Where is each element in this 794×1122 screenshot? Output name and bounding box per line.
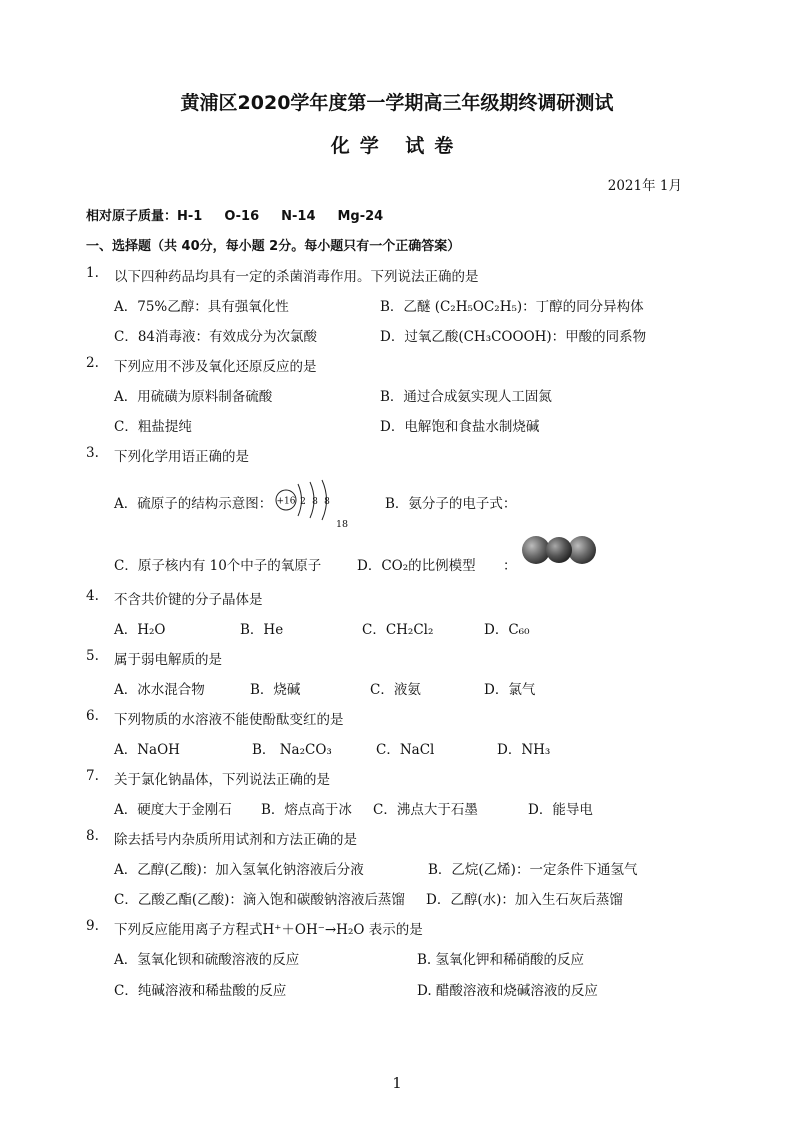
option-c: C．原子核内有 10个中子的氧原子 [114, 558, 322, 574]
question-stem: 下列反应能用离子方程式H⁺＋OH⁻→H₂O 表示的是 [114, 922, 423, 938]
question-number: 5. [86, 648, 99, 664]
option-b: B．熔点高于冰 [261, 802, 352, 818]
option-d: D. 醋酸溶液和烧碱溶液的反应 [417, 983, 598, 999]
option-d: D．NH₃ [497, 742, 551, 758]
section-heading: 一、选择题（共 40分，每小题 2分。每小题只有一个正确答案） [86, 239, 461, 254]
option-d: D．过氧乙酸(CH₃COOOH)：甲酸的同系物 [380, 329, 647, 345]
option-b: B．通过合成氨实现人工固氮 [380, 389, 552, 405]
question-number: 4. [86, 588, 99, 604]
option-c: C．CH₂Cl₂ [362, 622, 434, 638]
option-c: C．84消毒液：有效成分为次氯酸 [114, 329, 318, 345]
mass-h: H-1 [177, 209, 203, 224]
option-b: B．氨分子的电子式： [385, 496, 517, 512]
question-stem: 属于弱电解质的是 [114, 652, 222, 668]
atomic-masses [86, 205, 405, 224]
question-number: 1. [86, 265, 99, 281]
option-a: A．冰水混合物 [114, 682, 205, 698]
option-a: A．硬度大于金刚石 [114, 802, 232, 818]
mass-o: O-16 [224, 209, 260, 224]
page-number: 1 [392, 1074, 402, 1092]
option-a: A．硫原子的结构示意图： [114, 496, 273, 512]
option-d: D．氯气 [484, 682, 536, 698]
mass-n: N-14 [281, 209, 316, 224]
nucleus-charge: +16 [276, 496, 296, 507]
question-number: 3. [86, 445, 99, 461]
page-title: 黄浦区2020学年度第一学期高三年级期终调研测试 [180, 92, 614, 114]
option-d: D．能导电 [528, 802, 593, 818]
option-a: A．75%乙醇：具有强氧化性 [114, 299, 289, 315]
shell-3-count: 8 [324, 497, 330, 507]
question-number: 9. [86, 918, 99, 934]
oxygen-mass-number: 18 [336, 519, 349, 530]
atomic-masses-label: 相对原子质量： [86, 209, 178, 224]
shell-2-count: 8 [312, 497, 318, 507]
question-stem: 除去括号内杂质所用试剂和方法正确的是 [114, 832, 357, 848]
option-c: C．纯碱溶液和稀盐酸的反应 [114, 983, 287, 999]
question-stem: 关于氯化钠晶体，下列说法正确的是 [114, 772, 330, 788]
option-d: D．CO₂的比例模型 [357, 558, 476, 574]
option-d: D．乙醇(水)：加入生石灰后蒸馏 [426, 892, 623, 908]
question-stem: 不含共价键的分子晶体是 [114, 592, 263, 608]
option-b: B．乙烷(乙烯)：一定条件下通氢气 [428, 862, 638, 878]
option-b: B. 氢氧化钾和稀硝酸的反应 [417, 952, 585, 968]
page-subtitle: 化学 试卷 [330, 135, 464, 157]
option-c: C．液氨 [370, 682, 421, 698]
option-a: A．H₂O [114, 622, 166, 638]
option-c: C．沸点大于石墨 [373, 802, 478, 818]
question-number: 8. [86, 828, 99, 844]
option-a: A．NaOH [114, 742, 180, 758]
question-stem: 下列物质的水溶液不能使酚酞变红的是 [114, 712, 344, 728]
sulfur-atom-diagram [272, 476, 342, 526]
option-b: B． Na₂CO₃ [252, 742, 332, 758]
question-stem: 以下四种药品均具有一定的杀菌消毒作用。下列说法正确的是 [114, 269, 479, 285]
option-a: A．用硫磺为原料制备硫酸 [114, 389, 273, 405]
option-d: D．电解饱和食盐水制烧碱 [380, 419, 540, 435]
option-c: C．乙酸乙酯(乙酸)：滴入饱和碳酸钠溶液后蒸馏 [114, 892, 405, 908]
option-a: A．乙醇(乙酸)：加入氢氧化钠溶液后分液 [114, 862, 364, 878]
option-a: A．氢氧化钡和硫酸溶液的反应 [114, 952, 300, 968]
option-d: D．C₆₀ [484, 622, 530, 638]
option-b: B．He [240, 622, 284, 638]
shell-1-count: 2 [300, 497, 306, 507]
mass-mg: Mg-24 [337, 209, 384, 224]
option-d-colon: ： [503, 558, 517, 574]
question-stem: 下列应用不涉及氧化还原反应的是 [114, 359, 317, 375]
question-number: 2. [86, 355, 99, 371]
question-number: 7. [86, 768, 99, 784]
co2-model-image [518, 532, 600, 568]
question-number: 6. [86, 708, 99, 724]
question-stem: 下列化学用语正确的是 [114, 449, 249, 465]
option-b: B．烧碱 [250, 682, 301, 698]
exam-date: 2021年 1月 [607, 178, 682, 194]
option-c: C．NaCl [376, 742, 435, 758]
option-b: B．乙醚 (C₂H₅OC₂H₅)：丁醇的同分异构体 [380, 299, 644, 315]
option-c: C．粗盐提纯 [114, 419, 192, 435]
